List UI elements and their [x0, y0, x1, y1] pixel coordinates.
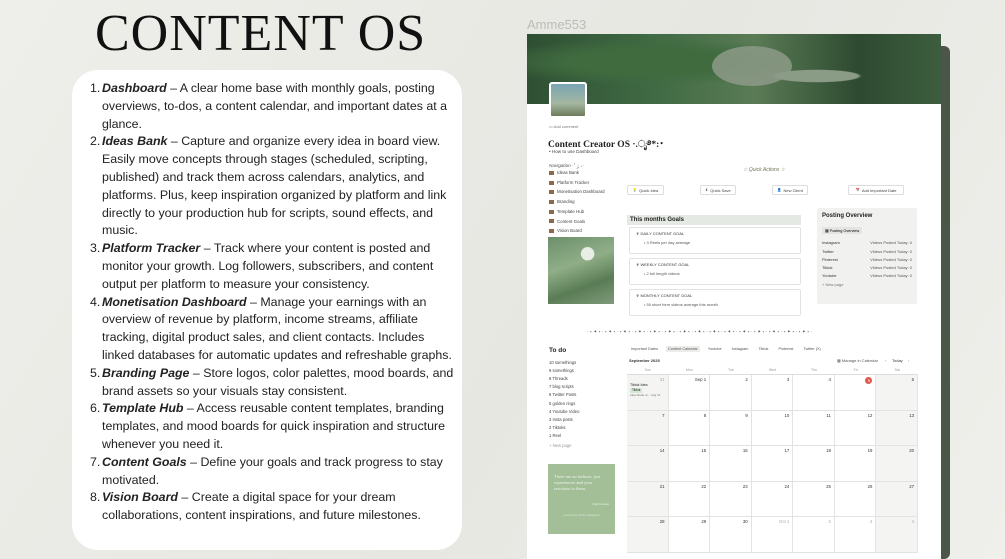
nav-item-label[interactable]: Platform Tracker [557, 179, 590, 185]
feature-item [90, 365, 454, 401]
todo-item[interactable]: 9 somethings [549, 368, 574, 374]
cover-creature [712, 46, 792, 86]
nav-item[interactable] [549, 170, 579, 175]
goal-card[interactable] [629, 289, 801, 316]
posting-status: Videos Posted Today: 0 [870, 240, 912, 246]
nav-item-label[interactable]: Content Goals [557, 218, 586, 224]
calendar-day[interactable] [835, 517, 877, 553]
feature-list-card [72, 70, 462, 550]
manage-calendar-label[interactable]: Manage in Calendar [841, 358, 878, 363]
day-number: 29 [701, 519, 707, 524]
quick-action-icon: ⬇ [705, 188, 709, 192]
posting-row[interactable] [822, 273, 912, 278]
weekday-label: Wed [768, 368, 777, 372]
nav-item-label[interactable]: Template Hub [557, 208, 585, 214]
todo-item[interactable]: 2 Tiktoks [549, 424, 566, 430]
posting-status: Videos Posted Today: 0 [870, 265, 912, 271]
calendar-day[interactable] [669, 482, 711, 518]
feature-item [90, 80, 454, 133]
goal-card[interactable] [629, 258, 801, 285]
feature-description: – Capture and organize every idea in board view. Easily move concepts through stages (scheduled, scripting, published) and track them across calendars, analytics, and platforms. Plus, keep inspiration organized by platform and link directly to your production hub for scripts, sound effects, and music. [102, 134, 447, 238]
calendar-day[interactable] [876, 517, 918, 553]
day-number: 19 [867, 448, 873, 453]
calendar-day[interactable] [710, 482, 752, 518]
leaf-icon: ❦ [636, 231, 641, 236]
page-icon-small [549, 219, 554, 223]
page-icon[interactable] [549, 82, 587, 118]
nav-item[interactable] [549, 219, 585, 224]
day-number: 11 [826, 412, 831, 418]
quote-credit: powered by Notion Templates [563, 513, 600, 517]
weekday-label: Fri [853, 368, 858, 372]
feature-description: – Store logos, color palettes, mood boards, and brand assets so your visuals stay consistent. [102, 365, 454, 398]
todo-title: To do [549, 347, 567, 354]
today-button[interactable]: Today [892, 358, 903, 363]
page-icon-small [549, 210, 554, 214]
quick-action-label[interactable]: Add Important Date [861, 187, 897, 193]
calendar-day[interactable] [710, 446, 752, 482]
feature-item [90, 240, 454, 293]
quick-action-button[interactable] [772, 185, 808, 195]
feature-description: – Define your goals and track progress to stay motivated. [102, 454, 443, 487]
weekday-label: Thu [811, 368, 818, 372]
posting-rows [822, 240, 912, 278]
goal-detail: • 50 short form videos average this month [644, 302, 718, 307]
todo-item[interactable]: 3 Insta posts [549, 416, 573, 422]
calendar [627, 368, 918, 553]
day-number: 31 [659, 377, 665, 382]
quote-text: There are no failures, just experiences and your reactions to them. [554, 474, 601, 491]
quick-action-label[interactable]: Quick Save [710, 187, 731, 193]
calendar-month: September 2025 [629, 358, 660, 363]
calendar-day[interactable] [627, 446, 669, 482]
calendar-tab[interactable]: Tiktok [758, 347, 769, 351]
quick-action-label[interactable]: New Client [783, 187, 803, 193]
todo-new-page[interactable]: + New page [549, 443, 572, 448]
manage-calendar-button[interactable]: ▦ Manage in Calendar [837, 358, 878, 363]
nav-item[interactable] [549, 228, 582, 233]
feature-item [90, 400, 454, 453]
day-number: 14 [659, 448, 665, 453]
feature-item [90, 454, 454, 490]
goal-label-text: WEEKLY CONTENT GOAL [640, 262, 690, 267]
day-number: 4 [828, 377, 831, 382]
posting-tab-label[interactable]: Posting Overview [829, 229, 860, 233]
next-month-icon[interactable]: › [908, 358, 910, 363]
nav-item-label[interactable]: Vision Board [557, 228, 582, 234]
calendar-day[interactable] [669, 411, 711, 447]
posting-platform: Tiktok [822, 265, 833, 271]
divider: ·⋆✦⋆·⋆✦⋆·⋆✦⋆·⋆✦⋆·⋆✦⋆·⋆✦⋆·⋆✦⋆·⋆✦⋆·⋆✦⋆·⋆✦⋆·⋆✦⋆·⋆✦⋆·⋆✦⋆·⋆✦⋆·⋆✦⋆· [587, 329, 814, 334]
day-number: 23 [742, 483, 748, 489]
feature-item [90, 489, 454, 525]
posting-tab[interactable]: ▦ Posting Overview [822, 227, 862, 234]
posting-row[interactable] [822, 265, 912, 270]
posting-platform: Twitter [822, 248, 834, 254]
day-number: 2 [745, 377, 748, 382]
goal-detail: • 2 full length videos [644, 271, 680, 276]
calendar-day[interactable] [793, 446, 835, 482]
calendar-day[interactable] [669, 517, 711, 553]
quick-action-icon: 💡 [632, 188, 638, 192]
feature-name: Template Hub [102, 401, 184, 416]
feature-description: – A clear home base with monthly goals, posting overviews, to-dos, a content calendar, and important dates at a glance. [102, 81, 448, 131]
page-icon-small [549, 171, 554, 175]
todo-item[interactable]: 4 Youtube Video [549, 408, 580, 414]
nav-item[interactable] [549, 209, 584, 214]
page-icon-small [549, 200, 554, 204]
watermark: Amme553 [527, 17, 587, 32]
day-number: 7 [662, 412, 665, 418]
calendar-day[interactable] [876, 446, 918, 482]
calendar-tab[interactable]: Content Calendar [668, 347, 698, 351]
day-number: 8 [703, 412, 707, 418]
calendar-day[interactable] [710, 517, 752, 553]
feature-description: – Access reusable content templates, branding templates, and mood boards for quick inspiration and structure whenever you need it. [102, 401, 445, 451]
quick-action-icon: 👤 [777, 188, 782, 192]
page-icon-small [549, 181, 554, 185]
feature-name: Platform Tracker [102, 241, 201, 256]
feature-name: Dashboard [102, 81, 167, 95]
feature-name: Content Goals [102, 454, 187, 469]
calendar-day[interactable] [627, 517, 669, 553]
calendar-tab[interactable]: Twitter (X) [803, 347, 821, 351]
how-to-label[interactable]: How to use Dashboard [551, 149, 599, 154]
feature-list [90, 80, 454, 525]
calendar-day[interactable] [669, 375, 711, 411]
day-number: 12 [867, 412, 873, 418]
posting-platform: Youtube [822, 273, 837, 279]
calendar-day[interactable] [627, 411, 669, 447]
add-comment-link[interactable]: Add comment [553, 124, 579, 129]
calendar-tabs [629, 346, 823, 352]
day-number: 20 [909, 448, 914, 453]
goal-label-text: DAILY CONTENT GOAL [640, 231, 685, 236]
goals-title: This months Goals [627, 215, 801, 225]
nav-item-label[interactable]: Monetisation Dashboard [557, 189, 605, 195]
day-number: 9 [745, 412, 748, 418]
goal-label [636, 231, 794, 236]
day-number: 3 [786, 377, 790, 382]
calendar-day[interactable] [669, 446, 711, 482]
day-number: 16 [742, 448, 748, 453]
day-number: 22 [701, 483, 707, 489]
day-number: 15 [701, 448, 707, 453]
nav-item-label[interactable]: Branding [557, 199, 575, 205]
day-number: 27 [909, 483, 914, 489]
quick-action-label[interactable]: Quick Idea [639, 187, 659, 193]
calendar-day[interactable] [793, 482, 835, 518]
goal-label-text: MONTHLY CONTENT GOAL [640, 293, 693, 298]
posting-row[interactable] [822, 257, 912, 262]
calendar-day[interactable] [835, 375, 877, 411]
day-number: 24 [784, 483, 790, 489]
quick-actions-label: ☆ Quick Actions ☆ [743, 167, 786, 173]
feature-description: – Track where your content is posted and monitor your growth. Log followers, subscribers, and content output per platform to measure your consistency. [102, 241, 434, 291]
nav-item[interactable] [549, 189, 605, 194]
gallery-image [548, 237, 614, 304]
day-number: 6 [911, 377, 914, 382]
weekday-label: Sat [894, 368, 900, 372]
calendar-tab[interactable]: Pinterest [778, 347, 794, 351]
day-number: Sep 1 [694, 377, 707, 382]
cover-image [527, 34, 941, 104]
goal-label [636, 293, 794, 298]
feature-name: Monetisation Dashboard [102, 294, 247, 309]
nav-label: Navigation ·˚ ༘ ₊· [549, 163, 585, 168]
nav-item[interactable] [549, 180, 589, 185]
notion-page-title: Content Creator OS ·.ೃ࿔*:･ [548, 140, 665, 150]
calendar-day[interactable] [752, 375, 794, 411]
goal-detail: • 3 Reels per day average [644, 240, 691, 245]
calendar-day[interactable] [752, 482, 794, 518]
day-number: 2 [828, 519, 831, 524]
posting-new-page[interactable]: + New page [822, 282, 844, 288]
quote-author: Tom Krause [591, 502, 609, 506]
calendar-day[interactable] [793, 375, 835, 411]
quick-action-button[interactable] [627, 185, 664, 195]
event-title: Tiktok Idea [630, 383, 648, 387]
feature-item [90, 294, 454, 365]
todo-item[interactable]: 6 Twitter Posts [549, 392, 577, 398]
posting-row[interactable] [822, 240, 912, 245]
calendar-tab[interactable]: Important Dates [631, 347, 659, 351]
quick-action-icon: 📅 [855, 188, 860, 192]
calendar-day[interactable] [752, 446, 794, 482]
goal-card[interactable] [629, 227, 801, 254]
quote-card [548, 464, 615, 534]
todo-item[interactable]: 1 Reel [549, 432, 562, 438]
calendar-tab[interactable]: Instagram [731, 347, 749, 351]
calendar-day[interactable] [876, 375, 918, 411]
nav-item[interactable] [549, 199, 575, 204]
leaf-icon: ❦ [636, 262, 641, 267]
calendar-day[interactable] [793, 517, 835, 553]
calendar-day[interactable] [793, 411, 835, 447]
calendar-tab[interactable]: Youtube [707, 347, 722, 351]
todo-item[interactable]: 5 golden rings [549, 400, 576, 406]
feature-name: Ideas Bank [102, 134, 168, 149]
feature-name: Branding Page [102, 365, 190, 380]
day-number: 25 [826, 483, 831, 489]
page-icon-small [549, 190, 554, 194]
notion-screenshot [527, 34, 941, 559]
day-number: 4 [911, 519, 914, 524]
page-icon-small [549, 229, 554, 233]
posting-status: Videos Posted Today: 0 [870, 256, 912, 262]
calendar-day[interactable] [627, 375, 669, 411]
goal-label [636, 262, 794, 267]
calendar-day[interactable] [752, 517, 794, 553]
how-to-link[interactable]: • How to use Dashboard [549, 149, 599, 154]
calendar-day[interactable] [835, 411, 877, 447]
quick-action-button[interactable] [700, 185, 736, 195]
day-number: 28 [659, 519, 665, 524]
calendar-day[interactable] [710, 411, 752, 447]
comment-icon[interactable]: ▭ Add comment [549, 124, 579, 129]
feature-item [90, 133, 454, 240]
posting-status: Videos Posted Today: 0 [870, 273, 912, 279]
page-title: CONTENT OS [95, 5, 427, 62]
today-marker: 5 [865, 377, 872, 384]
calendar-event[interactable] [630, 383, 660, 398]
todo-item[interactable]: 8 Threads [549, 376, 568, 382]
calendar-day[interactable] [627, 482, 669, 518]
weekday-label: Tue [727, 368, 734, 372]
calendar-day[interactable] [835, 446, 877, 482]
feature-description: – Manage your earnings with an overview of revenue by platform, income streams, affiliate tracking, digital product sales, and client contacts. Includes linked databases for automatic updates and refreshable graphs. [102, 294, 452, 362]
posting-status: Videos Posted Today: 0 [870, 248, 912, 254]
calendar-weekdays [627, 368, 918, 375]
calendar-day[interactable] [876, 482, 918, 518]
event-tag: Tiktok [632, 388, 641, 392]
nav-item-label[interactable]: Ideas Bank [557, 170, 579, 175]
calendar-grid [627, 375, 918, 553]
calendar-day[interactable] [710, 375, 752, 411]
day-number: 30 [742, 519, 748, 524]
posting-platform: Instagram [822, 240, 840, 246]
day-number: 17 [784, 448, 790, 453]
day-number: 21 [659, 483, 665, 489]
calendar-day[interactable] [876, 411, 918, 447]
event-meta: Idea Made on · Aug 31 [630, 393, 661, 397]
day-number: 18 [826, 448, 831, 453]
quick-action-button[interactable] [848, 185, 904, 195]
todo-item[interactable]: 10 somethings [549, 360, 577, 365]
calendar-day[interactable] [835, 482, 877, 518]
day-number: Oct 1 [779, 519, 790, 524]
day-number: 26 [867, 483, 873, 489]
posting-row[interactable] [822, 249, 912, 254]
posting-title: Posting Overview [822, 213, 873, 219]
weekday-label: Mon [685, 368, 693, 372]
day-number: 10 [784, 412, 790, 418]
prev-month-icon[interactable]: ‹ [885, 358, 887, 363]
posting-platform: Pinterest [822, 256, 838, 262]
todo-item[interactable]: 7 blog scripts [549, 384, 574, 390]
weekday-label: Sun [644, 368, 651, 372]
posting-overview [817, 208, 917, 304]
feature-name: Vision Board [102, 490, 178, 505]
feature-description: – Create a digital space for your dream collaborations, content inspirations, and future milestones. [102, 490, 421, 523]
day-number: 13 [909, 412, 914, 418]
calendar-day[interactable] [752, 411, 794, 447]
day-number: 3 [870, 519, 873, 524]
leaf-icon: ❦ [636, 293, 641, 298]
